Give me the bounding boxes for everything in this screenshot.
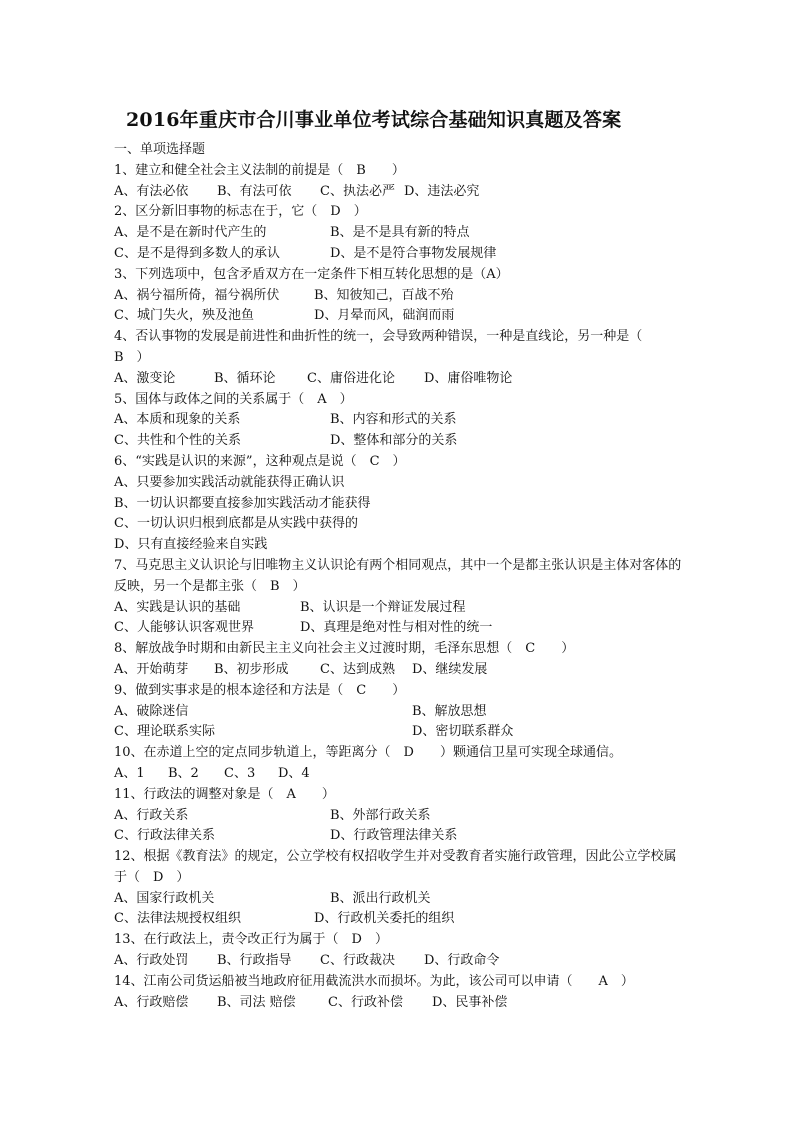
option-b: B、内容和形式的关系 bbox=[330, 412, 457, 428]
question-stem: 4、否认事物的发展是前进性和曲折性的统一，会导致两种错误，一种是直线论，另一种是（ B ） bbox=[114, 329, 656, 365]
option-row bbox=[114, 618, 684, 639]
option-row bbox=[114, 702, 684, 723]
option-c: C、行政裁决 bbox=[320, 953, 395, 969]
option-b: B、循环论 bbox=[214, 370, 276, 386]
option-b: B、派出行政机关 bbox=[330, 890, 431, 906]
option-c: C、一切认识归根到底都是从实践中获得的 bbox=[114, 516, 358, 532]
option-row bbox=[114, 369, 684, 390]
option-c: C、共性和个性的关系 bbox=[114, 433, 241, 449]
option-a: A、国家行政机关 bbox=[114, 890, 215, 906]
option-row bbox=[114, 889, 684, 910]
section-heading: 一、单项选择题 bbox=[114, 142, 206, 157]
option-d: D、庸俗唯物论 bbox=[424, 370, 513, 386]
option-b: B、解放思想 bbox=[412, 703, 487, 719]
option-a: A、有法必依 bbox=[114, 183, 189, 199]
option-a: A、祸兮福所倚，福兮祸所伏 bbox=[114, 287, 280, 303]
question-stem: 6、“实践是认识的来源”，这种观点是说（ C ） bbox=[114, 453, 406, 469]
option-d: D、行政命令 bbox=[424, 953, 500, 969]
option-b: B、认识是一个辩证发展过程 bbox=[300, 599, 466, 615]
option-b: B、知彼知己，百战不殆 bbox=[314, 287, 454, 303]
option-d: D、行政机关委托的组织 bbox=[314, 911, 455, 927]
question-stem: 3、下列选项中，包含矛盾双方在一定条件下相互转化思想的是（A） bbox=[114, 266, 509, 282]
option-d: D、只有直接经验来自实践 bbox=[114, 537, 268, 553]
option-row bbox=[114, 431, 684, 452]
option-row bbox=[114, 806, 684, 827]
option-c: C、行政法律关系 bbox=[114, 828, 215, 844]
option-b: B、一切认识都要直接参加实践活动才能获得 bbox=[114, 495, 371, 511]
option-b: B、外部行政关系 bbox=[330, 807, 431, 823]
option-d: D、4 bbox=[278, 765, 310, 781]
option-d: D、真理是绝对性与相对性的统一 bbox=[300, 620, 493, 636]
option-d: D、月晕而风，础润而雨 bbox=[314, 308, 455, 324]
option-row bbox=[114, 826, 684, 847]
option-a: A、开始萌芽 bbox=[114, 661, 189, 677]
option-row bbox=[114, 660, 684, 681]
option-c: C、法律法规授权组织 bbox=[114, 911, 241, 927]
question-stem: 9、做到实事求是的根本途径和方法是（ C ） bbox=[114, 682, 406, 698]
option-a: A、实践是认识的基础 bbox=[114, 599, 241, 615]
document-page bbox=[114, 105, 684, 1013]
option-d: D、民事补偿 bbox=[432, 994, 508, 1010]
question-stem: 12、根据《教育法》的规定，公立学校有权招收学生并对受教育者实施行政管理，因此公立学校属于（ D ） bbox=[114, 849, 677, 885]
document-title: 2016年重庆市合川事业单位考试综合基础知识真题及答案 bbox=[126, 109, 622, 131]
option-a: A、是不是在新时代产生的 bbox=[114, 225, 267, 241]
option-row bbox=[114, 223, 684, 244]
option-c: C、达到成熟 bbox=[320, 661, 395, 677]
option-c: C、庸俗进化论 bbox=[307, 370, 395, 386]
question-stem: 11、行政法的调整对象是（ A ） bbox=[114, 786, 335, 802]
option-a: A、激变论 bbox=[114, 370, 176, 386]
option-row bbox=[114, 598, 684, 619]
question-stem: 7、马克思主义认识论与旧唯物主义认识论有两个相同观点，其中一个是都主张认识是主体对客体的反映，另一个是都主张（ B ） bbox=[114, 557, 682, 594]
question-stem: 10、在赤道上空的定点同步轨道上，等距离分（ D ）颗通信卫星可实现全球通信。 bbox=[114, 745, 622, 761]
option-c: C、人能够认识客观世界 bbox=[114, 620, 254, 636]
option-c: C、是不是得到多数人的承认 bbox=[114, 245, 280, 261]
option-row bbox=[114, 306, 684, 327]
question-stem: 14、江南公司货运船被当地政府征用截流洪水而损坏。为此，该公司可以申请（ A ） bbox=[114, 973, 634, 989]
question-stem: 13、在行政法上，责令改正行为属于（ D ） bbox=[114, 932, 388, 948]
option-a: A、行政关系 bbox=[114, 807, 189, 823]
option-row bbox=[114, 182, 684, 203]
option-a: A、行政处罚 bbox=[114, 953, 189, 969]
question-stem: 1、建立和健全社会主义法制的前提是（ B ） bbox=[114, 162, 405, 178]
option-b: B、司法 赔偿 bbox=[217, 994, 296, 1010]
option-c: C、3 bbox=[224, 765, 256, 781]
option-row bbox=[114, 951, 684, 972]
option-c: C、理论联系实际 bbox=[114, 724, 215, 740]
option-a: A、1 bbox=[114, 765, 145, 781]
option-a: A、本质和现象的关系 bbox=[114, 412, 241, 428]
option-d: D、密切联系群众 bbox=[412, 724, 514, 740]
option-row bbox=[114, 764, 684, 785]
option-d: D、是不是符合事物发展规律 bbox=[330, 245, 497, 261]
option-d: D、行政管理法律关系 bbox=[330, 828, 458, 844]
option-b: B、行政指导 bbox=[217, 953, 292, 969]
option-b: B、初步形成 bbox=[214, 661, 289, 677]
option-a: A、行政赔偿 bbox=[114, 994, 189, 1010]
option-d: D、违法必究 bbox=[404, 183, 480, 199]
question-stem: 8、解放战争时期和由新民主主义向社会主义过渡时期，毛泽东思想（ C ） bbox=[114, 641, 575, 657]
option-row bbox=[114, 244, 684, 265]
option-c: C、城门失火，殃及池鱼 bbox=[114, 308, 254, 324]
option-d: D、整体和部分的关系 bbox=[330, 433, 458, 449]
option-row bbox=[114, 993, 684, 1014]
option-row bbox=[114, 722, 684, 743]
option-b: B、是不是具有新的特点 bbox=[330, 225, 470, 241]
option-c: C、执法必严 bbox=[320, 183, 395, 199]
question-stem: 2、区分新旧事物的标志在于，它（ D ） bbox=[114, 204, 367, 220]
option-a: A、破除迷信 bbox=[114, 703, 189, 719]
option-c: C、行政补偿 bbox=[328, 994, 403, 1010]
option-row bbox=[114, 909, 684, 930]
option-b: B、2 bbox=[168, 765, 199, 781]
option-row bbox=[114, 286, 684, 307]
question-stem: 5、国体与政体之间的关系属于（ A ） bbox=[114, 391, 353, 407]
option-row bbox=[114, 410, 684, 431]
option-a: A、只要参加实践活动就能获得正确认识 bbox=[114, 474, 345, 490]
option-d: D、继续发展 bbox=[412, 661, 488, 677]
option-b: B、有法可依 bbox=[217, 183, 292, 199]
